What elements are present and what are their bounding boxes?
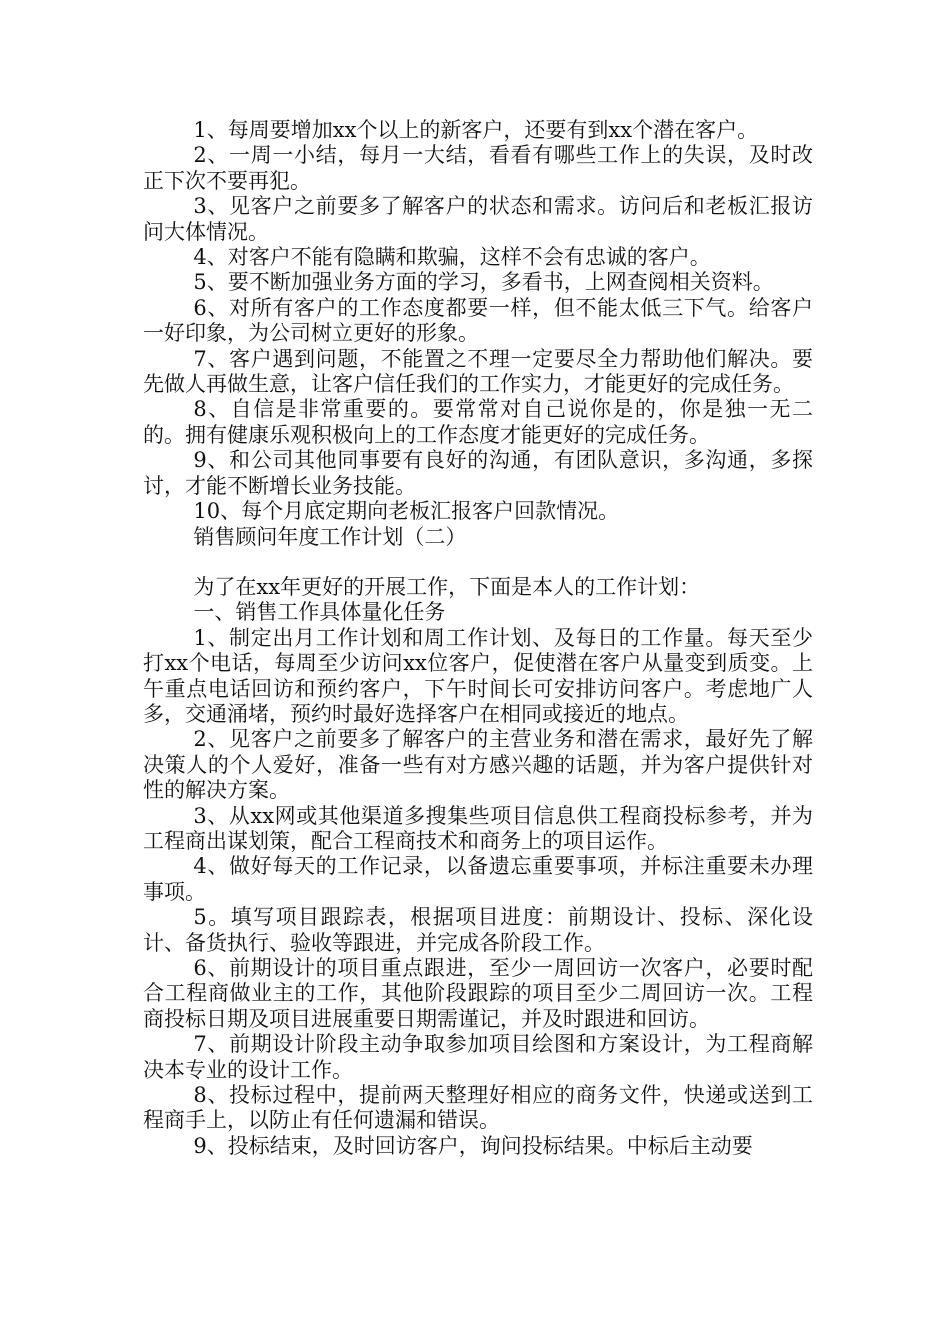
task-paragraph-1: 1、制定出月工作计划和周工作计划、及每日的工作量。每天至少打xx个电话，每周至少访问xx位客户，促使潜在客户从量变到质变。上午重点电话回访和预约客户，下午时间长可安排访问客户。考虑地广人多，交通涌堵，预约时最好选择客户在相同或接近的地点。 [143,625,813,726]
paragraph-1: 1、每周要增加xx个以上的新客户，还要有到xx个潜在客户。 [193,118,759,142]
paragraph-6: 6、对所有客户的工作态度都要一样，但不能太低三下气。给客户一好印象，为公司树立更好的形象。 [143,295,813,346]
task-paragraph-5: 5。填写项目跟踪表，根据项目进度：前期设计、投标、深化设计、备货执行、验收等跟进，并完成各阶段工作。 [143,905,813,955]
paragraph-5: 5、要不断加强业务方面的学习，多看书，上网查阅相关资料。 [193,270,774,295]
paragraph-7: 7、客户遇到问题，不能置之不理一定要尽全力帮助他们解决。要先做人再做生意，让客户信任我们的工作实力，才能更好的完成任务。 [143,346,813,397]
task-paragraph-4: 4、做好每天的工作记录，以备遗忘重要事项，并标注重要未办理事项。 [143,854,813,904]
document-body [143,118,813,1159]
section-heading: 一、销售工作具体量化任务 [193,600,446,625]
task-paragraph-8: 8、投标过程中，提前两天整理好相应的商务文件，快递或送到工程商手上，以防止有任何遗漏和错误。 [143,1083,813,1133]
paragraph-4: 4、对客户不能有隐瞒和欺骗，这样不会有忠诚的客户。 [193,245,711,270]
paragraph-2: 2、一周一小结，每月一大结，看看有哪些工作上的失误，及时改正下次不要再犯。 [143,143,813,193]
paragraph-3: 3、见客户之前要多了解客户的状态和需求。访问后和老板汇报访问大体情况。 [143,194,813,244]
task-paragraph-3: 3、从xx网或其他渠道多搜集些项目信息供工程商投标参考，并为工程商出谋划策，配合工程商技术和商务上的项目运作。 [143,803,813,853]
task-paragraph-9: 9、投标结束，及时回访客户，询问投标结果。中标后主动要 [193,1133,753,1158]
paragraph-10: 10、每个月底定期向老板汇报客户回款情况。 [193,499,620,524]
paragraph-8: 8、自信是非常重要的。要常常对自己说你是的，你是独一无二的。拥有健康乐观积极向上的工作态度才能更好的完成任务。 [143,397,813,447]
intro-paragraph: 为了在xx年更好的开展工作，下面是本人的工作计划： [193,574,701,599]
task-paragraph-2: 2、见客户之前要多了解客户的主营业务和潜在需求，最好先了解决策人的个人爱好，准备一些有对方感兴趣的话题，并为客户提供针对性的解决方案。 [143,727,813,803]
task-paragraph-7: 7、前期设计阶段主动争取参加项目绘图和方案设计，为工程商解决本专业的设计工作。 [143,1032,813,1082]
paragraph-9: 9、和公司其他同事要有良好的沟通，有团队意识，多沟通，多探讨，才能不断增长业务技能。 [143,448,813,498]
task-paragraph-6: 6、前期设计的项目重点跟进，至少一周回访一次客户，必要时配合工程商做业主的工作，其他阶段跟踪的项目至少二周回访一次。工程商投标日期及项目进展重要日期需谨记，并及时跟进和回访。 [143,956,813,1031]
section-title: 销售顾问年度工作计划（二） [193,524,467,549]
